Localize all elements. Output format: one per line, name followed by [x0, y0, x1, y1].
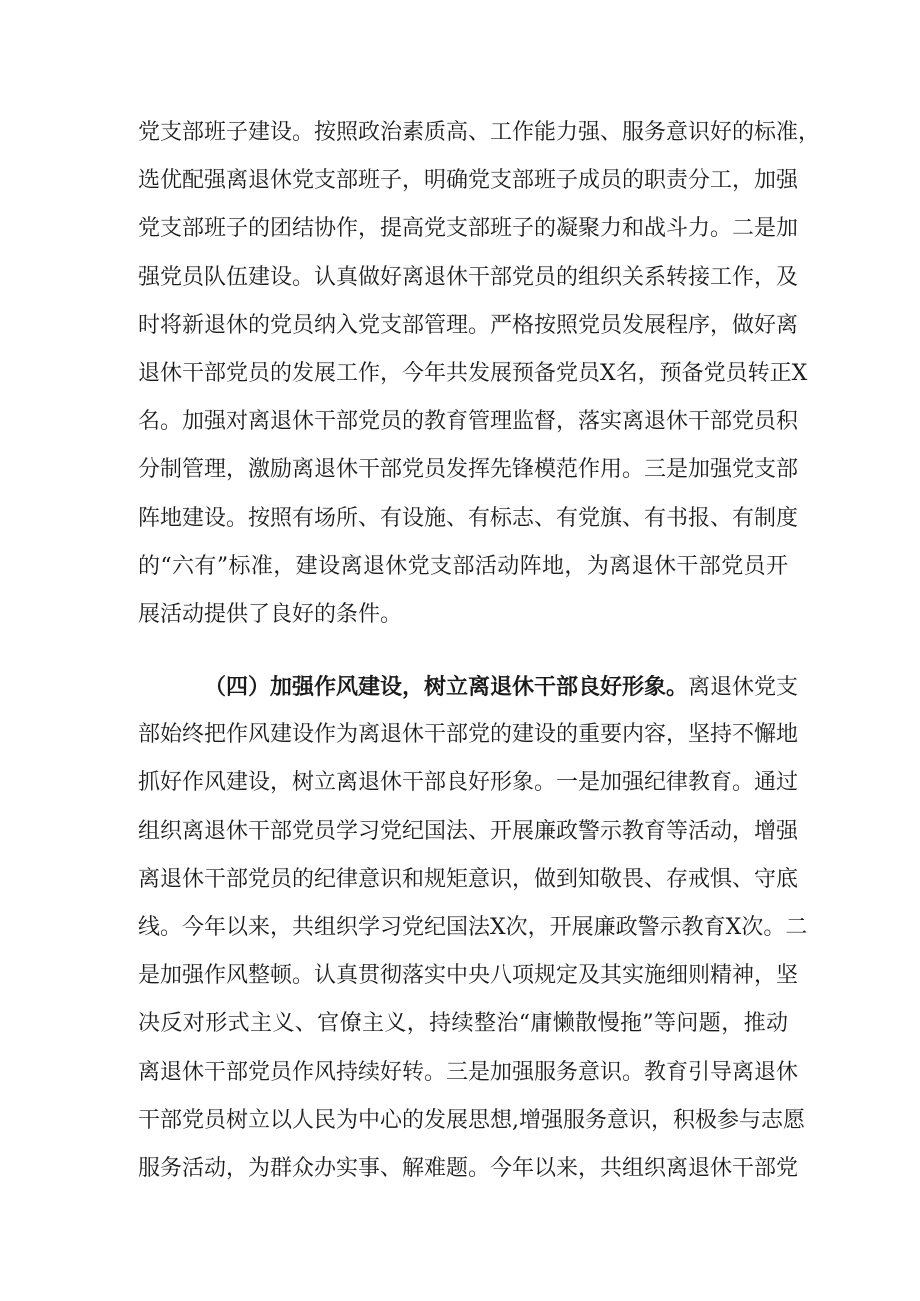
paragraph-line: 阵地建设。按照有场所、有设施、有标志、有党旗、有书报、有制度: [138, 505, 799, 531]
paragraph-line: 名。加强对离退休干部党员的教育管理监督，落实离退休干部党员积: [138, 409, 799, 435]
paragraph-line: 离退休干部党员作风持续好转。三是加强服务意识。教育引导离退休: [138, 1059, 799, 1085]
paragraph-line: 强党员队伍建设。认真做好离退休干部党员的组织关系转接工作，及: [138, 264, 799, 290]
paragraph-line: 部始终把作风建设作为离退休干部党的建设的重要内容，坚持不懈地: [138, 722, 799, 748]
paragraph-text: 离退休党支: [688, 675, 799, 701]
paragraph-line: 组织离退休干部党员学习党纪国法、开展廉政警示教育等活动，增强: [138, 818, 799, 844]
paragraph-1: [138, 113, 821, 643]
paragraph-line: 分制管理，激励离退休干部党员发挥先锋模范作用。三是加强党支部: [138, 457, 799, 483]
paragraph-spacer: [138, 643, 788, 667]
paragraph-line: 是加强作风整顿。认真贯彻落实中央八项规定及其实施细则精神，坚: [138, 963, 799, 989]
paragraph-line: 选优配强离退休党支部班子，明确党支部班子成员的职责分工，加强: [138, 168, 799, 194]
paragraph-line: 的“六有”标准，建设离退休党支部活动阵地，为离退休干部党员开: [138, 553, 788, 579]
paragraph-line: 干部党员树立以人民为中心的发展思想,增强服务意识，积极参与志愿: [138, 1107, 805, 1133]
paragraph-line: 展活动提供了良好的条件。: [138, 601, 403, 627]
paragraph-line: 党支部班子建设。按照政治素质高、工作能力强、服务意识好的标准，: [138, 120, 821, 145]
paragraph-line: 线。今年以来，共组织学习党纪国法X次，开展廉政警示教育X次。二: [138, 915, 808, 940]
paragraph-line: 服务活动，为群众办实事、解难题。今年以来，共组织离退休干部党: [138, 1155, 799, 1181]
paragraph-line: 离退休干部党员的纪律意识和规矩意识，做到知敬畏、存戒惧、守底: [138, 866, 799, 892]
paragraph-line: 决反对形式主义、官僚主义，持续整治“庸懒散慢拖”等问题，推动: [138, 1011, 788, 1037]
paragraph-line: 退休干部党员的发展工作，今年共发展预备党员X名，预备党员转正X: [138, 360, 808, 386]
paragraph-2: [138, 667, 808, 1197]
paragraph-line: 时将新退休的党员纳入党支部管理。严格按照党员发展程序，做好离: [138, 312, 799, 338]
document-body: [138, 113, 821, 1197]
paragraph-first-line: [138, 667, 799, 715]
paragraph-line: 党支部班子的团结协作，提高党支部班子的凝聚力和战斗力。二是加: [138, 216, 799, 242]
paragraph-line: 抓好作风建设，树立离退休干部良好形象。一是加强纪律教育。通过: [138, 770, 799, 796]
section-heading: （四）加强作风建设，树立离退休干部良好形象。: [204, 674, 689, 701]
